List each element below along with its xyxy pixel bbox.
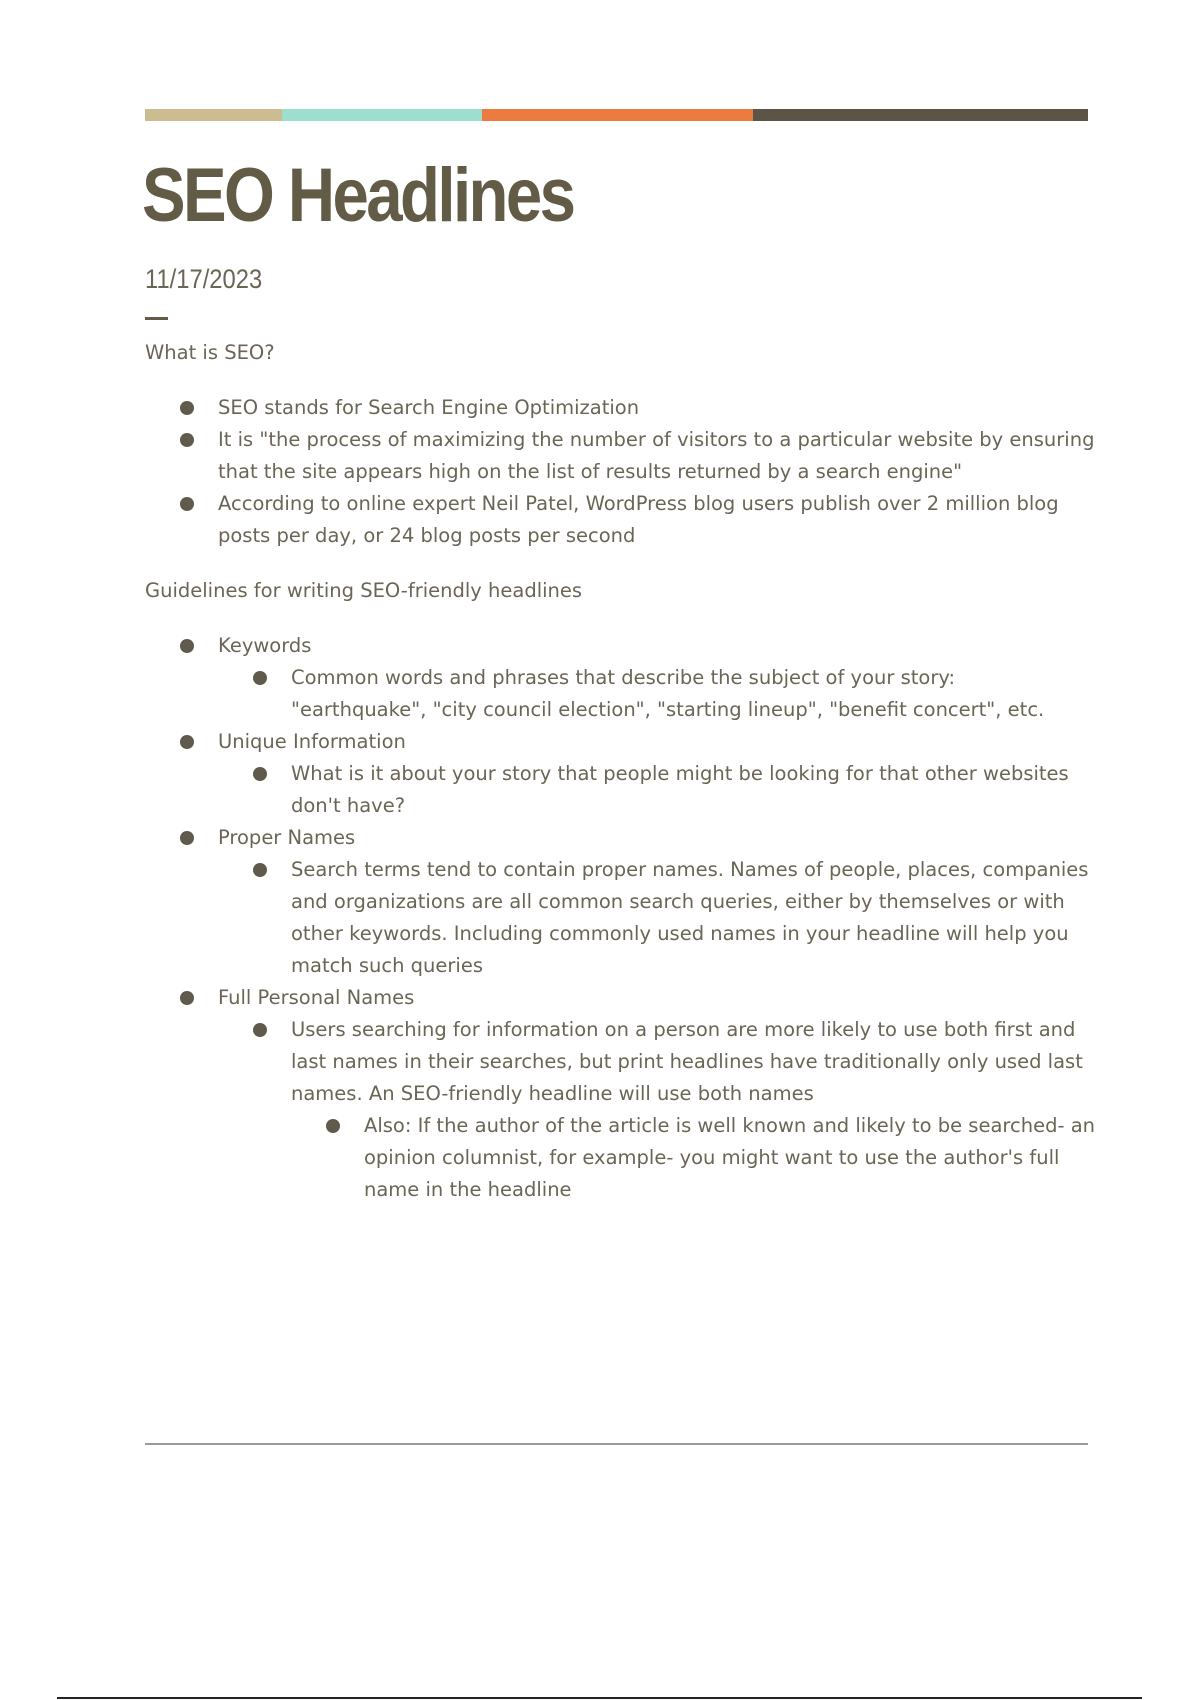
list-item <box>218 630 1095 726</box>
document-date: 11/17/2023 <box>145 264 263 294</box>
sub-list-item <box>291 758 1095 822</box>
list-item <box>218 488 1095 552</box>
list-item-text: Unique Information <box>218 730 406 753</box>
color-bar-segment-tan <box>145 109 282 121</box>
bullet-icon <box>253 671 267 685</box>
bullet-icon <box>180 497 194 511</box>
list-item-text: Full Personal Names <box>218 986 415 1009</box>
sub-sub-list-item-text: Also: If the author of the article is well known and likely to be searched- an opinion columnist, for example- you might want to use the author's full name in the headline <box>364 1114 1096 1201</box>
sub-list <box>218 1014 1095 1206</box>
bullet-icon <box>180 735 194 749</box>
list-item-text: According to online expert Neil Patel, WordPress blog users publish over 2 million blog posts per day, or 24 blog posts per second <box>218 492 1059 547</box>
list-item <box>218 726 1095 822</box>
bullet-icon <box>180 639 194 653</box>
list-item <box>218 392 1095 424</box>
list-item-text: It is "the process of maximizing the number of visitors to a particular website by ensuring that the site appears high on the list of results returned by a search engine" <box>218 428 1095 483</box>
section-heading-what-is-seo: What is SEO? <box>145 341 275 364</box>
sub-list-item-text: Users searching for information on a person are more likely to use both first and last names in their searches, but print headlines have traditionally only used last names. An SEO-friendly headline will use both names <box>291 1018 1083 1105</box>
list-item-text: SEO stands for Search Engine Optimization <box>218 396 640 419</box>
sub-list-item-text: Common words and phrases that describe the subject of your story: "earthquake", "city council election", "starting lineup", "benefit concert", etc. <box>291 666 1045 721</box>
sub-list-item <box>291 662 1095 726</box>
sub-list-item <box>291 1014 1095 1206</box>
bullet-icon <box>253 863 267 877</box>
sub-list <box>218 854 1095 982</box>
sub-sub-list <box>291 1110 1095 1206</box>
list-item <box>218 982 1095 1206</box>
color-bar-segment-brown <box>753 109 1088 121</box>
sub-list-item <box>291 854 1095 982</box>
sub-list-item-text: What is it about your story that people might be looking for that other websites don't have? <box>291 762 1069 817</box>
footer-divider <box>145 1443 1088 1445</box>
bullet-list <box>145 392 1095 552</box>
bullet-icon <box>326 1119 340 1133</box>
date-divider <box>145 317 168 320</box>
document-body <box>145 337 1095 1229</box>
list-item-text: Proper Names <box>218 826 356 849</box>
bullet-icon <box>180 433 194 447</box>
color-bar-segment-orange <box>482 109 753 121</box>
list-item-text: Keywords <box>218 634 312 657</box>
sub-list <box>218 758 1095 822</box>
sub-sub-list-item <box>364 1110 1095 1206</box>
sub-list-item-text: Search terms tend to contain proper names. Names of people, places, companies and organizations are all common search queries, either by themselves or with other keywords. Including commonly used names in your headline will help you match such queries <box>291 858 1089 977</box>
page-title: SEO Headlines <box>142 153 574 238</box>
bullet-icon <box>180 991 194 1005</box>
bullet-icon <box>253 767 267 781</box>
page-bottom-edge <box>57 1697 1142 1699</box>
section-heading-guidelines: Guidelines for writing SEO-friendly headlines <box>145 579 583 602</box>
header-color-bar <box>145 109 1088 121</box>
sub-list <box>218 662 1095 726</box>
bullet-icon <box>253 1023 267 1037</box>
list-item <box>218 822 1095 982</box>
bullet-icon <box>180 831 194 845</box>
bullet-icon <box>180 401 194 415</box>
list-item <box>218 424 1095 488</box>
bullet-list <box>145 630 1095 1206</box>
color-bar-segment-teal <box>282 109 482 121</box>
